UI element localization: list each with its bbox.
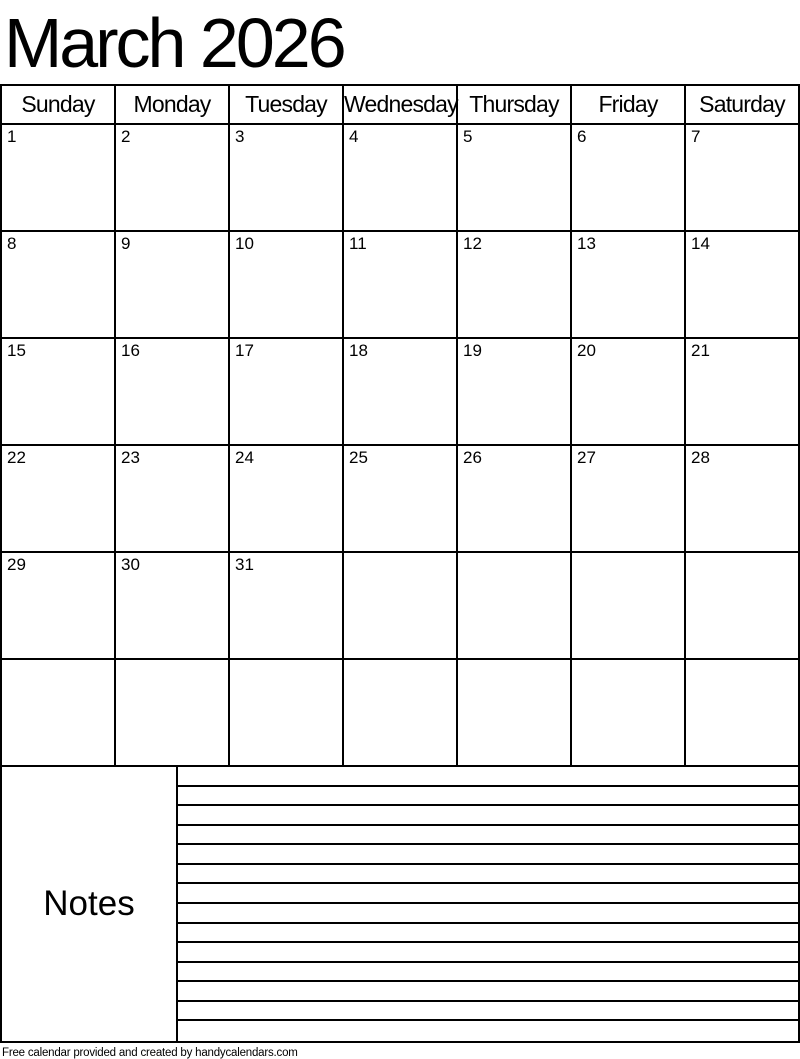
day-header-thursday: Thursday (457, 85, 571, 124)
calendar-day-cell: 2 (115, 124, 229, 231)
calendar-day-cell (457, 659, 571, 766)
calendar-day-cell: 15 (1, 338, 115, 445)
calendar-day-cell: 8 (1, 231, 115, 338)
day-header-row (1, 85, 799, 124)
calendar-day-cell: 12 (457, 231, 571, 338)
calendar-week-row (1, 659, 799, 766)
calendar-day-cell: 7 (685, 124, 799, 231)
day-header-tuesday: Tuesday (229, 85, 343, 124)
calendar-day-cell: 20 (571, 338, 685, 445)
calendar-week-row (1, 552, 799, 659)
calendar-day-cell: 9 (115, 231, 229, 338)
page-title: March 2026 (4, 4, 344, 82)
notes-ruled-line (178, 1021, 798, 1041)
day-header-wednesday: Wednesday (343, 85, 457, 124)
calendar-day-cell: 29 (1, 552, 115, 659)
calendar-day-cell (343, 552, 457, 659)
notes-ruled-line (178, 963, 798, 983)
notes-ruled-line (178, 943, 798, 963)
calendar-day-cell: 11 (343, 231, 457, 338)
calendar-day-cell: 25 (343, 445, 457, 552)
calendar-day-cell: 13 (571, 231, 685, 338)
calendar-week-row (1, 445, 799, 552)
calendar-day-cell: 14 (685, 231, 799, 338)
calendar-day-cell (115, 659, 229, 766)
calendar-day-cell: 4 (343, 124, 457, 231)
calendar-day-cell: 31 (229, 552, 343, 659)
notes-ruled-line (178, 787, 798, 807)
calendar-day-cell (457, 552, 571, 659)
notes-ruled-line (178, 982, 798, 1002)
notes-ruled-line (178, 806, 798, 826)
notes-ruled-line (178, 884, 798, 904)
day-header-sunday: Sunday (1, 85, 115, 124)
calendar-day-cell: 27 (571, 445, 685, 552)
calendar-day-cell: 17 (229, 338, 343, 445)
notes-ruled-line (178, 826, 798, 846)
calendar-day-cell: 24 (229, 445, 343, 552)
calendar-day-cell (571, 659, 685, 766)
notes-ruled-line (178, 845, 798, 865)
calendar-day-cell (343, 659, 457, 766)
calendar-day-cell: 1 (1, 124, 115, 231)
calendar-day-cell (229, 659, 343, 766)
notes-ruled-line (178, 924, 798, 944)
calendar-day-cell: 10 (229, 231, 343, 338)
calendar-day-cell: 3 (229, 124, 343, 231)
calendar-week-row (1, 338, 799, 445)
footer-credit: Free calendar provided and created by handycalendars.com (2, 1047, 298, 1059)
calendar-day-cell: 21 (685, 338, 799, 445)
calendar-week-row (1, 231, 799, 338)
calendar-table (0, 84, 800, 767)
calendar-day-cell: 26 (457, 445, 571, 552)
calendar-day-cell: 22 (1, 445, 115, 552)
notes-ruled-line (178, 865, 798, 885)
calendar-day-cell: 16 (115, 338, 229, 445)
notes-label-box (2, 767, 178, 1041)
calendar-day-cell: 23 (115, 445, 229, 552)
notes-ruled-line (178, 767, 798, 787)
calendar-day-cell: 18 (343, 338, 457, 445)
notes-section (0, 767, 800, 1043)
notes-ruled-line (178, 904, 798, 924)
notes-lines-area (178, 767, 798, 1041)
calendar-day-cell: 6 (571, 124, 685, 231)
calendar-day-cell: 28 (685, 445, 799, 552)
calendar-day-cell (571, 552, 685, 659)
calendar-week-row (1, 124, 799, 231)
day-header-friday: Friday (571, 85, 685, 124)
calendar-day-cell: 30 (115, 552, 229, 659)
notes-label: Notes (43, 884, 135, 923)
calendar-day-cell (685, 659, 799, 766)
day-header-monday: Monday (115, 85, 229, 124)
day-header-saturday: Saturday (685, 85, 799, 124)
notes-ruled-line (178, 1002, 798, 1022)
calendar-day-cell: 5 (457, 124, 571, 231)
calendar-day-cell (1, 659, 115, 766)
calendar-day-cell (685, 552, 799, 659)
calendar-day-cell: 19 (457, 338, 571, 445)
